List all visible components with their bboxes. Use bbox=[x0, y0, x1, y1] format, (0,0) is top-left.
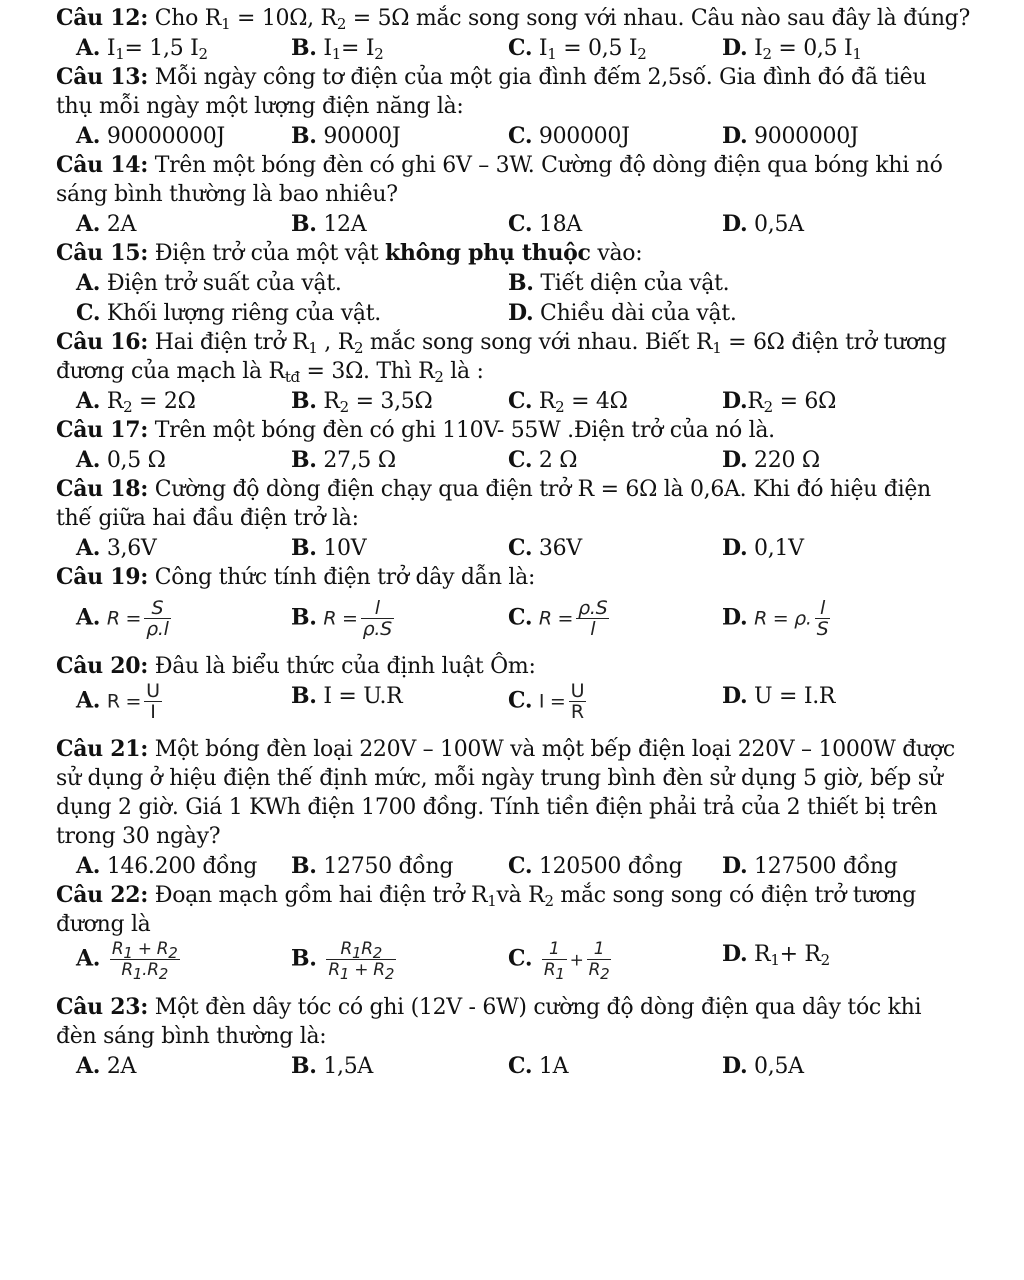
option-b[interactable]: B. 12A bbox=[291, 211, 367, 237]
option-c[interactable]: C. $\frac{1}{R_1}$ + $\frac{1}{R_2}$ bbox=[508, 939, 610, 983]
question-stem-line-2: thụ mỗi ngày một lượng điện năng là: bbox=[56, 94, 464, 119]
option-c[interactable]: C. 120500 đồng bbox=[508, 853, 683, 879]
option-c[interactable]: C. $R_2 = 4\Omega$ bbox=[508, 388, 628, 416]
question-stem: Câu 15: Điện trở của một vật không phụ thuộc vào: bbox=[56, 240, 643, 266]
option-c[interactable]: C. $I_1 = 0,5$ $I_2$ bbox=[508, 35, 647, 63]
question-23 bbox=[56, 993, 984, 1081]
answer-options bbox=[76, 598, 984, 652]
option-a[interactable]: A. $I_1= 1,5$ $I_2$ bbox=[76, 35, 208, 63]
option-b[interactable]: B. $R_2 = 3,5\Omega$ bbox=[291, 388, 433, 416]
answer-options-row-2 bbox=[76, 298, 984, 328]
question-stem-line-4: trong 30 ngày? bbox=[56, 824, 221, 849]
answer-options bbox=[76, 33, 984, 63]
question-stem: Câu 13: Mỗi ngày công tơ điện của một gia đình đếm 2,5số. Gia đình đó đã tiêu bbox=[56, 64, 927, 90]
option-d[interactable]: D. $I_2 = 0,5$ $I_1$ bbox=[722, 35, 862, 63]
option-d[interactable]: D. 220 Ω bbox=[722, 447, 820, 473]
answer-options bbox=[76, 533, 984, 563]
question-stem: Câu 23: Một đèn dây tóc có ghi (12V - 6W) cường độ dòng điện qua dây tóc khi bbox=[56, 994, 922, 1020]
answer-options bbox=[76, 851, 984, 881]
option-d[interactable]: D. R = ρ. $\frac{l}{S}$ bbox=[722, 597, 829, 640]
question-stem: Câu 12: Cho $R_1 = 10\Omega$, $R_2 = 5\Omega$ mắc song song với nhau. Câu nào sau đây là đúng? bbox=[56, 5, 970, 33]
question-17 bbox=[56, 416, 984, 475]
option-a[interactable]: A. 2A bbox=[76, 1053, 137, 1079]
option-d[interactable]: D. 127500 đồng bbox=[722, 853, 898, 879]
option-c[interactable]: C. I = $\frac{U}{R}$ bbox=[508, 680, 585, 723]
option-a[interactable]: A. R = $\frac{S}{\rho.l}$ bbox=[76, 597, 169, 640]
answer-options bbox=[76, 939, 984, 993]
option-b[interactable]: B. 12750 đồng bbox=[291, 853, 454, 879]
option-b[interactable]: B. Tiết diện của vật. bbox=[508, 270, 730, 296]
question-22 bbox=[56, 881, 984, 993]
option-c[interactable]: C. 2 Ω bbox=[508, 447, 578, 473]
option-c[interactable]: C. 1A bbox=[508, 1053, 569, 1079]
option-c[interactable]: C. 900000J bbox=[508, 123, 630, 149]
option-d[interactable]: D. 0,5A bbox=[722, 211, 804, 237]
question-stem: Câu 20: Đâu là biểu thức của định luật Ôm: bbox=[56, 653, 536, 679]
option-d[interactable]: D. $R_1+ R_2$ bbox=[722, 941, 830, 969]
question-13 bbox=[56, 63, 984, 151]
answer-options bbox=[76, 121, 984, 151]
question-stem: Câu 22: Đoạn mạch gồm hai điện trở $R_1và$ $R_2$ mắc song song có điện trở tương bbox=[56, 882, 916, 910]
question-stem: Câu 18: Cường độ dòng điện chạy qua điện trở R = 6Ω là 0,6A. Khi đó hiệu điện bbox=[56, 476, 931, 502]
question-stem-line-2: đèn sáng bình thường là: bbox=[56, 1024, 327, 1049]
option-c[interactable]: C. R = $\frac{\rho.S}{l}$ bbox=[508, 597, 608, 640]
option-b[interactable]: B. 90000J bbox=[291, 123, 401, 149]
option-c[interactable]: C. 36V bbox=[508, 535, 582, 561]
question-stem-line-2: sử dụng ở hiệu điện thế định mức, mỗi ngày trung bình đèn sử dụng 5 giờ, bếp sử bbox=[56, 766, 943, 791]
option-b[interactable]: B. 27,5 Ω bbox=[291, 447, 396, 473]
question-stem: Câu 19: Công thức tính điện trở dây dẫn là: bbox=[56, 564, 536, 590]
option-b[interactable]: B. $\frac{R_1R_2}{R_1 + R_2}$ bbox=[291, 939, 395, 983]
option-b[interactable]: B. 10V bbox=[291, 535, 367, 561]
option-a[interactable]: A. $\frac{R_1 + R_2}{R_1.R_2}$ bbox=[76, 939, 178, 983]
question-20 bbox=[56, 652, 984, 735]
option-a[interactable]: A. 90000000J bbox=[76, 123, 225, 149]
option-a[interactable]: A. 3,6V bbox=[76, 535, 157, 561]
question-19 bbox=[56, 563, 984, 652]
option-b[interactable]: B. I = U.R bbox=[291, 683, 403, 709]
question-12 bbox=[56, 4, 984, 63]
option-a[interactable]: A. 2A bbox=[76, 211, 137, 237]
option-d[interactable]: D. 9000000J bbox=[722, 123, 859, 149]
answer-options bbox=[76, 445, 984, 475]
question-stem-line-2: đương là bbox=[56, 912, 151, 937]
question-stem: Câu 17: Trên một bóng đèn có ghi 110V- 55W .Điện trở của nó là. bbox=[56, 417, 775, 443]
question-15 bbox=[56, 239, 984, 328]
option-d[interactable]: $D.R_2 = 6\Omega$ bbox=[722, 388, 837, 416]
question-18 bbox=[56, 475, 984, 563]
answer-options-row-1 bbox=[76, 268, 984, 298]
question-stem-line-3: dụng 2 giờ. Giá 1 KWh điện 1700 đồng. Tính tiền điện phải trả của 2 thiết bị trên bbox=[56, 795, 938, 820]
option-d[interactable]: D. 0,1V bbox=[722, 535, 804, 561]
option-d[interactable]: D. Chiều dài của vật. bbox=[508, 300, 737, 326]
question-stem: Câu 14: Trên một bóng đèn có ghi 6V – 3W. Cường độ dòng điện qua bóng khi nó bbox=[56, 152, 943, 178]
answer-options bbox=[76, 386, 984, 416]
question-stem-line-2: sáng bình thường là bao nhiêu? bbox=[56, 182, 398, 207]
option-d[interactable]: D. U = I.R bbox=[722, 683, 836, 709]
option-b[interactable]: B. 1,5A bbox=[291, 1053, 374, 1079]
answer-options bbox=[76, 209, 984, 239]
option-a[interactable]: A. Điện trở suất của vật. bbox=[76, 270, 342, 296]
question-14 bbox=[56, 151, 984, 239]
question-stem: Câu 16: Hai điện trở $R_1$ , $R_2$ mắc song song với nhau. Biết $R_1 = 6\Omega$ điện trở tương bbox=[56, 329, 947, 357]
question-21 bbox=[56, 735, 984, 881]
option-a[interactable]: A. 146.200 đồng bbox=[76, 853, 257, 879]
question-stem: Câu 21: Một bóng đèn loại 220V – 100W và một bếp điện loại 220V – 1000W được bbox=[56, 736, 955, 762]
answer-options bbox=[76, 1051, 984, 1081]
question-16 bbox=[56, 328, 984, 416]
answer-options bbox=[76, 681, 984, 735]
option-a[interactable]: A. $R_2 = 2\Omega$ bbox=[76, 388, 196, 416]
option-d[interactable]: D. 0,5A bbox=[722, 1053, 804, 1079]
option-c[interactable]: C. 18A bbox=[508, 211, 582, 237]
option-b[interactable]: B. $I_1= I_2$ bbox=[291, 35, 384, 63]
question-stem-line-2: đương của mạch là $R_{tđ} = 3\Omega$. Thì $R_2$ là : bbox=[56, 359, 484, 386]
option-c[interactable]: C. Khối lượng riêng của vật. bbox=[76, 300, 381, 326]
option-a[interactable]: A. 0,5 Ω bbox=[76, 447, 166, 473]
option-b[interactable]: B. R = $\frac{l}{\rho.S}$ bbox=[291, 597, 392, 640]
question-stem-line-2: thế giữa hai đầu điện trở là: bbox=[56, 506, 359, 531]
option-a[interactable]: A. R = $\frac{U}{I}$ bbox=[76, 680, 160, 723]
